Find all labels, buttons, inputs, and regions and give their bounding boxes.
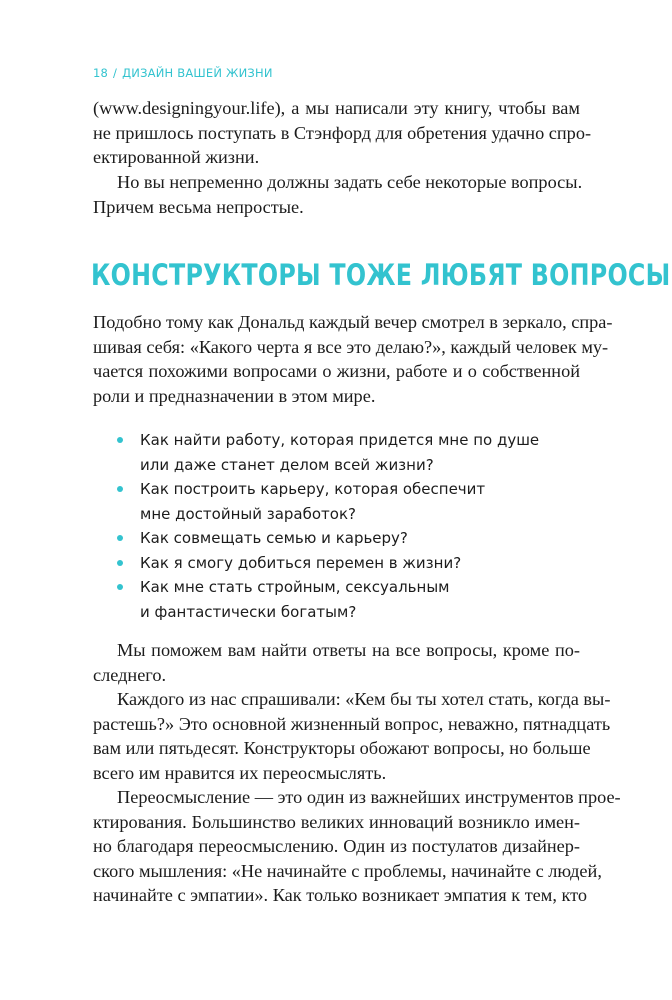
text-line: роли и предназначении в этом мире. — [93, 385, 376, 406]
text-line: следнего. — [93, 664, 167, 685]
question-line: мне достойный заработок? — [140, 504, 356, 523]
text-line: ского мышления: «Не начинайте с проблемы, начинайте с людей, — [93, 860, 602, 881]
running-head — [93, 66, 273, 80]
text-line: Подобно тому как Дональд каждый вечер смотрел в зеркало, спра- — [93, 312, 613, 332]
question-line: Как я смогу добиться перемен в жизни? — [140, 553, 462, 572]
bullet-icon — [117, 486, 123, 492]
body-paragraph-3 — [93, 785, 621, 908]
text-line: ктирования. Большинство великих инноваций возникло имен- — [93, 811, 580, 832]
question-line: Как найти работу, которая придется мне по душе — [140, 431, 540, 449]
text-line: Но вы непременно должны задать себе некоторые вопросы. — [117, 172, 583, 192]
body-paragraph-1 — [93, 638, 580, 687]
question-line: Как построить карьеру, которая обеспечит — [140, 480, 486, 498]
text-line: начинайте с эмпатии». Как только возникает эмпатия к тем, кто — [93, 885, 588, 905]
text-line: растешь?» Это основной жизненный вопрос, неважно, пятнадцать — [93, 713, 611, 734]
question-item — [116, 526, 586, 551]
question-line: Как мне стать стройным, сексуальным — [140, 578, 450, 596]
text-line: Мы поможем вам найти ответы на все вопросы, кроме по- — [117, 640, 580, 660]
text-line: всего им нравится их переосмыслять. — [93, 762, 387, 783]
bullet-icon — [117, 560, 123, 566]
bullet-icon — [117, 535, 123, 541]
section-heading: КОНСТРУКТОРЫ ТОЖЕ ЛЮБЯТ ВОПРОСЫ — [91, 258, 671, 292]
text-line: Каждого из нас спрашивали: «Кем бы ты хотел стать, когда вы- — [117, 689, 611, 709]
question-item — [116, 477, 586, 526]
section-intro-paragraph — [93, 310, 613, 408]
intro-paragraph-1 — [93, 96, 592, 170]
text-line: вам или пятьдесят. Конструкторы обожают вопросы, но больше — [93, 738, 591, 758]
text-line: не пришлось поступать в Стэнфорд для обретения удачно спро- — [93, 122, 592, 143]
text-line: ектированной жизни. — [93, 147, 260, 167]
question-item — [116, 551, 586, 576]
book-title: ДИЗАЙН ВАШЕЙ ЖИЗНИ — [122, 66, 273, 80]
text-line: Переосмысление — это один из важнейших инструментов прое- — [117, 787, 621, 807]
body-paragraph-2 — [93, 687, 611, 785]
text-line: (www.designingyour.life), а мы написали эту книгу, чтобы вам — [93, 98, 580, 118]
bullet-icon — [117, 437, 123, 443]
text-line: чается похожими вопросами о жизни, работе и о собственной — [93, 361, 580, 381]
running-head-separator: / — [113, 66, 118, 80]
intro-paragraph-2 — [93, 170, 583, 219]
text-line: шивая себя: «Какого черта я все это делаю?», каждый человек му- — [93, 336, 609, 357]
question-line: и фантастически богатым? — [140, 602, 357, 621]
question-line: Как совмещать семью и карьеру? — [140, 529, 408, 547]
question-item — [116, 428, 586, 477]
question-item — [116, 575, 586, 624]
text-line: но благодаря переосмыслению. Один из постулатов дизайнер- — [93, 836, 580, 856]
bullet-icon — [117, 584, 123, 590]
text-line: Причем весьма непростые. — [93, 196, 304, 217]
question-line: или даже станет делом всей жизни? — [140, 455, 434, 474]
questions-list — [116, 428, 586, 624]
page-number: 18 — [93, 66, 109, 80]
